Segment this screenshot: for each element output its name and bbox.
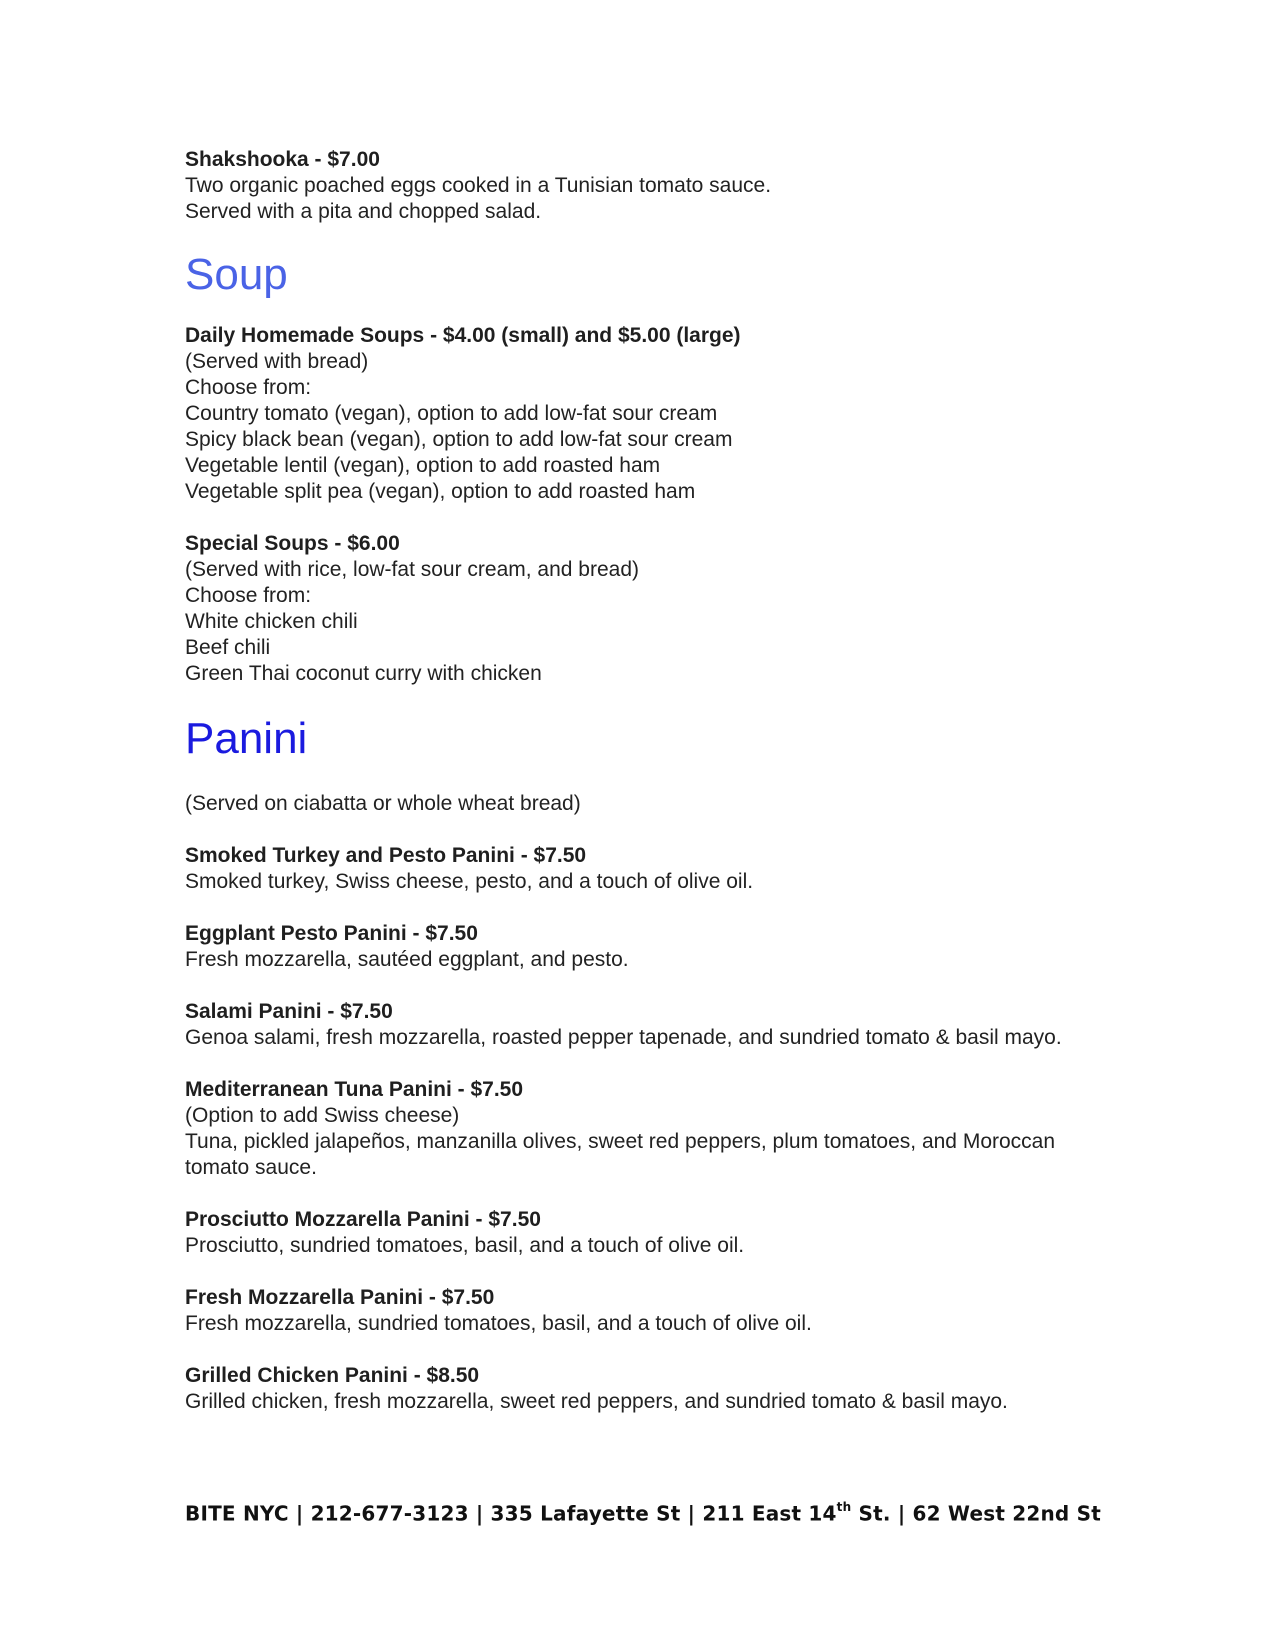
item-description: Fresh mozzarella, sundried tomatoes, basil, and a touch of olive oil. xyxy=(185,1312,812,1335)
item-note: (Option to add Swiss cheese) xyxy=(185,1104,460,1127)
menu-item-shakshooka xyxy=(185,147,1085,225)
item-title: Salami Panini - $7.50 xyxy=(185,1000,393,1023)
soup-option: Vegetable split pea (vegan), option to add roasted ham xyxy=(185,480,696,503)
footer-contact-info xyxy=(185,1494,1101,1529)
item-description: Fresh mozzarella, sautéed eggplant, and pesto. xyxy=(185,948,629,971)
item-title: Prosciutto Mozzarella Panini - $7.50 xyxy=(185,1208,541,1231)
item-description: Genoa salami, fresh mozzarella, roasted pepper tapenade, and sundried tomato & basil mayo. xyxy=(185,1026,1062,1049)
item-description: Smoked turkey, Swiss cheese, pesto, and a touch of olive oil. xyxy=(185,870,754,893)
soup-option: White chicken chili xyxy=(185,610,358,633)
item-description: Two organic poached eggs cooked in a Tunisian tomato sauce. xyxy=(185,174,772,197)
footer-superscript: th xyxy=(836,1500,852,1514)
footer-text: St. | 62 West 22nd St xyxy=(851,1501,1101,1526)
item-title: Mediterranean Tuna Panini - $7.50 xyxy=(185,1078,524,1101)
soup-option: Vegetable lentil (vegan), option to add roasted ham xyxy=(185,454,661,477)
menu-item-prosciutto-mozzarella-panini xyxy=(185,1207,1085,1259)
item-title: Special Soups - $6.00 xyxy=(185,532,400,555)
item-note: (Served with bread) xyxy=(185,350,369,373)
soup-option: Green Thai coconut curry with chicken xyxy=(185,662,542,685)
item-title: Daily Homemade Soups - $4.00 (small) and $5.00 (large) xyxy=(185,324,741,347)
spacer xyxy=(185,1337,1085,1363)
choose-label: Choose from: xyxy=(185,376,312,399)
item-title: Eggplant Pesto Panini - $7.50 xyxy=(185,922,478,945)
soup-option: Country tomato (vegan), option to add low-fat sour cream xyxy=(185,402,718,425)
menu-item-grilled-chicken-panini xyxy=(185,1363,1085,1415)
menu-item-daily-soups xyxy=(185,323,1085,505)
section-note: (Served on ciabatta or whole wheat bread) xyxy=(185,792,581,815)
section-heading-panini: Panini xyxy=(185,714,308,763)
section-heading-soup: Soup xyxy=(185,250,288,299)
spacer xyxy=(185,1259,1085,1285)
spacer xyxy=(185,1181,1085,1207)
spacer xyxy=(185,817,1085,843)
item-title: Fresh Mozzarella Panini - $7.50 xyxy=(185,1286,495,1309)
spacer xyxy=(185,505,1085,531)
menu-item-mediterranean-tuna-panini xyxy=(185,1077,1085,1181)
soup-option: Spicy black bean (vegan), option to add low-fat sour cream xyxy=(185,428,733,451)
item-description: Served with a pita and chopped salad. xyxy=(185,200,542,223)
menu-item-eggplant-pesto-panini xyxy=(185,921,1085,973)
spacer xyxy=(185,973,1085,999)
item-note: (Served with rice, low-fat sour cream, and bread) xyxy=(185,558,640,581)
spacer xyxy=(185,895,1085,921)
footer-text: BITE NYC | 212-677-3123 | 335 Lafayette St | 211 East 14 xyxy=(185,1501,837,1526)
item-description: Tuna, pickled jalapeños, manzanilla olives, sweet red peppers, plum tomatoes, and Moroccan tomato sauce. xyxy=(185,1130,1056,1179)
menu-item-salami-panini xyxy=(185,999,1085,1051)
spacer xyxy=(185,1051,1085,1077)
menu-item-fresh-mozzarella-panini xyxy=(185,1285,1085,1337)
menu-item-special-soups xyxy=(185,531,1085,687)
item-title: Grilled Chicken Panini - $8.50 xyxy=(185,1364,480,1387)
soup-option: Beef chili xyxy=(185,636,271,659)
item-description: Grilled chicken, fresh mozzarella, sweet red peppers, and sundried tomato & basil mayo. xyxy=(185,1390,1008,1413)
item-title: Smoked Turkey and Pesto Panini - $7.50 xyxy=(185,844,587,867)
menu-item-smoked-turkey-panini xyxy=(185,843,1085,895)
choose-label: Choose from: xyxy=(185,584,312,607)
item-title: Shakshooka - $7.00 xyxy=(185,148,380,171)
item-description: Prosciutto, sundried tomatoes, basil, and a touch of olive oil. xyxy=(185,1234,745,1257)
menu-page xyxy=(185,147,1085,1415)
